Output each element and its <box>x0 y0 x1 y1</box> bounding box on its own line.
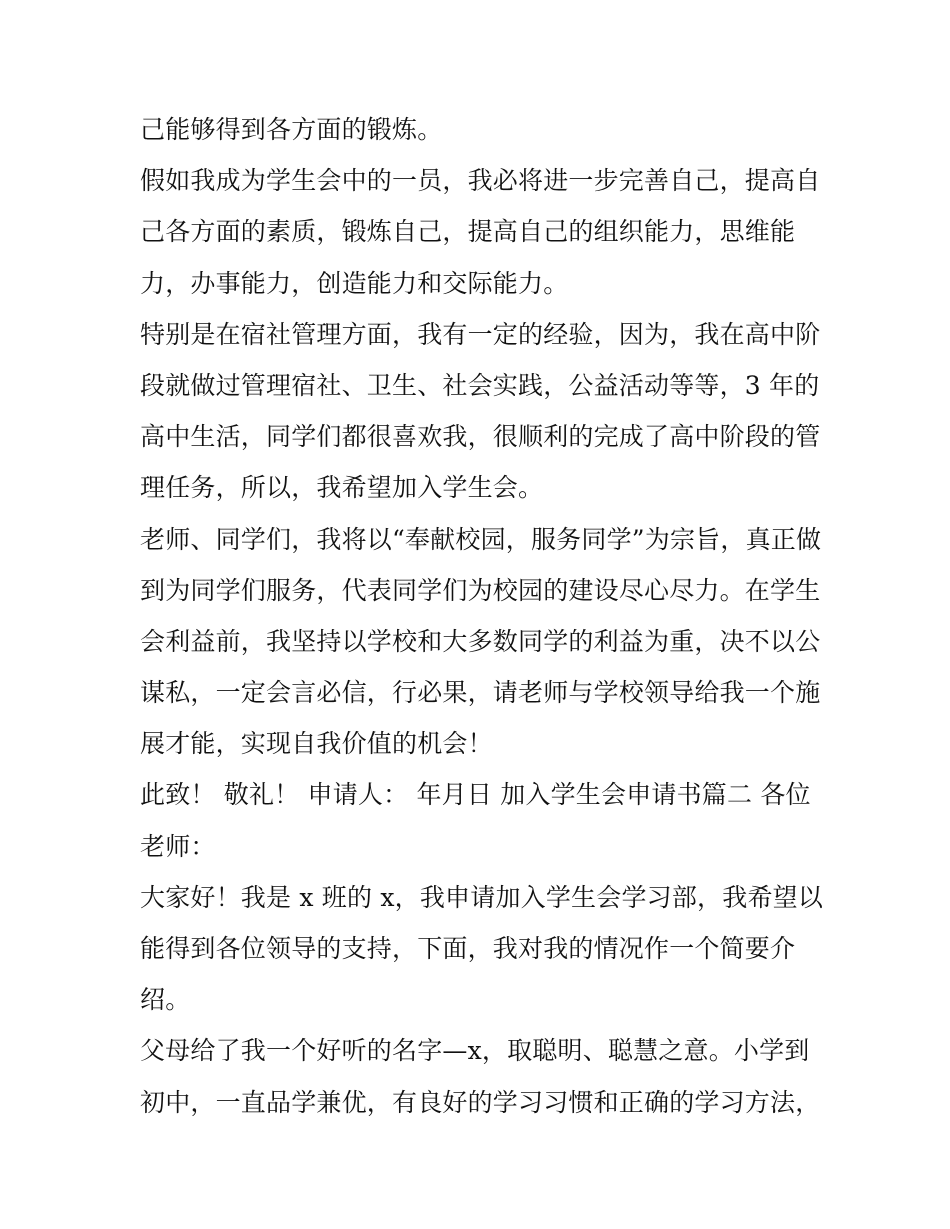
text-line: 老师： <box>140 831 216 861</box>
text-line: 老师、同学们，我将以“奉献校园，服务同学”为宗旨，真正做 <box>140 524 822 554</box>
text-line: 己能够得到各方面的锻炼。 <box>140 115 443 144</box>
text-line: 己各方面的素质，锻炼自己，提高自己的组织能力，思维能 <box>140 217 796 247</box>
text-line: 展才能，实现自我价值的机会！ <box>140 729 493 759</box>
text-line: 力，办事能力，创造能力和交际能力。 <box>140 268 569 298</box>
text-line: 父母给了我一个好听的名字—x，取聪明、聪慧之意。小学到 <box>140 1036 810 1066</box>
text-line: 大家好！我是 x 班的 x，我申请加入学生会学习部，我希望以 <box>140 882 824 912</box>
body-text <box>140 104 824 1128</box>
text-line: 特别是在宿社管理方面，我有一定的经验，因为，我在高中阶 <box>140 319 821 349</box>
text-line: 会利益前，我坚持以学校和大多数同学的利益为重，决不以公 <box>140 626 821 656</box>
text-line: 此致！ 敬礼！ 申请人： 年月日 加入学生会申请书篇二 各位 <box>140 780 811 810</box>
text-line: 理任务，所以，我希望加入学生会。 <box>140 473 544 503</box>
text-line: 初中，一直品学兼优，有良好的学习习惯和正确的学习方法， <box>140 1087 821 1117</box>
text-line: 到为同学们服务，代表同学们为校园的建设尽心尽力。在学生 <box>140 575 821 605</box>
text-line: 高中生活，同学们都很喜欢我，很顺利的完成了高中阶段的管 <box>140 422 821 452</box>
text-line: 段就做过管理宿社、卫生、社会实践，公益活动等等，3 年的 <box>140 370 820 400</box>
text-line: 能得到各位领导的支持，下面，我对我的情况作一个简要介 <box>140 934 796 963</box>
text-line: 绍。 <box>140 985 191 1015</box>
text-line: 谋私，一定会言必信，行必果，请老师与学校领导给我一个施 <box>140 678 821 708</box>
text-line: 假如我成为学生会中的一员，我必将进一步完善自己，提高自 <box>140 166 821 196</box>
